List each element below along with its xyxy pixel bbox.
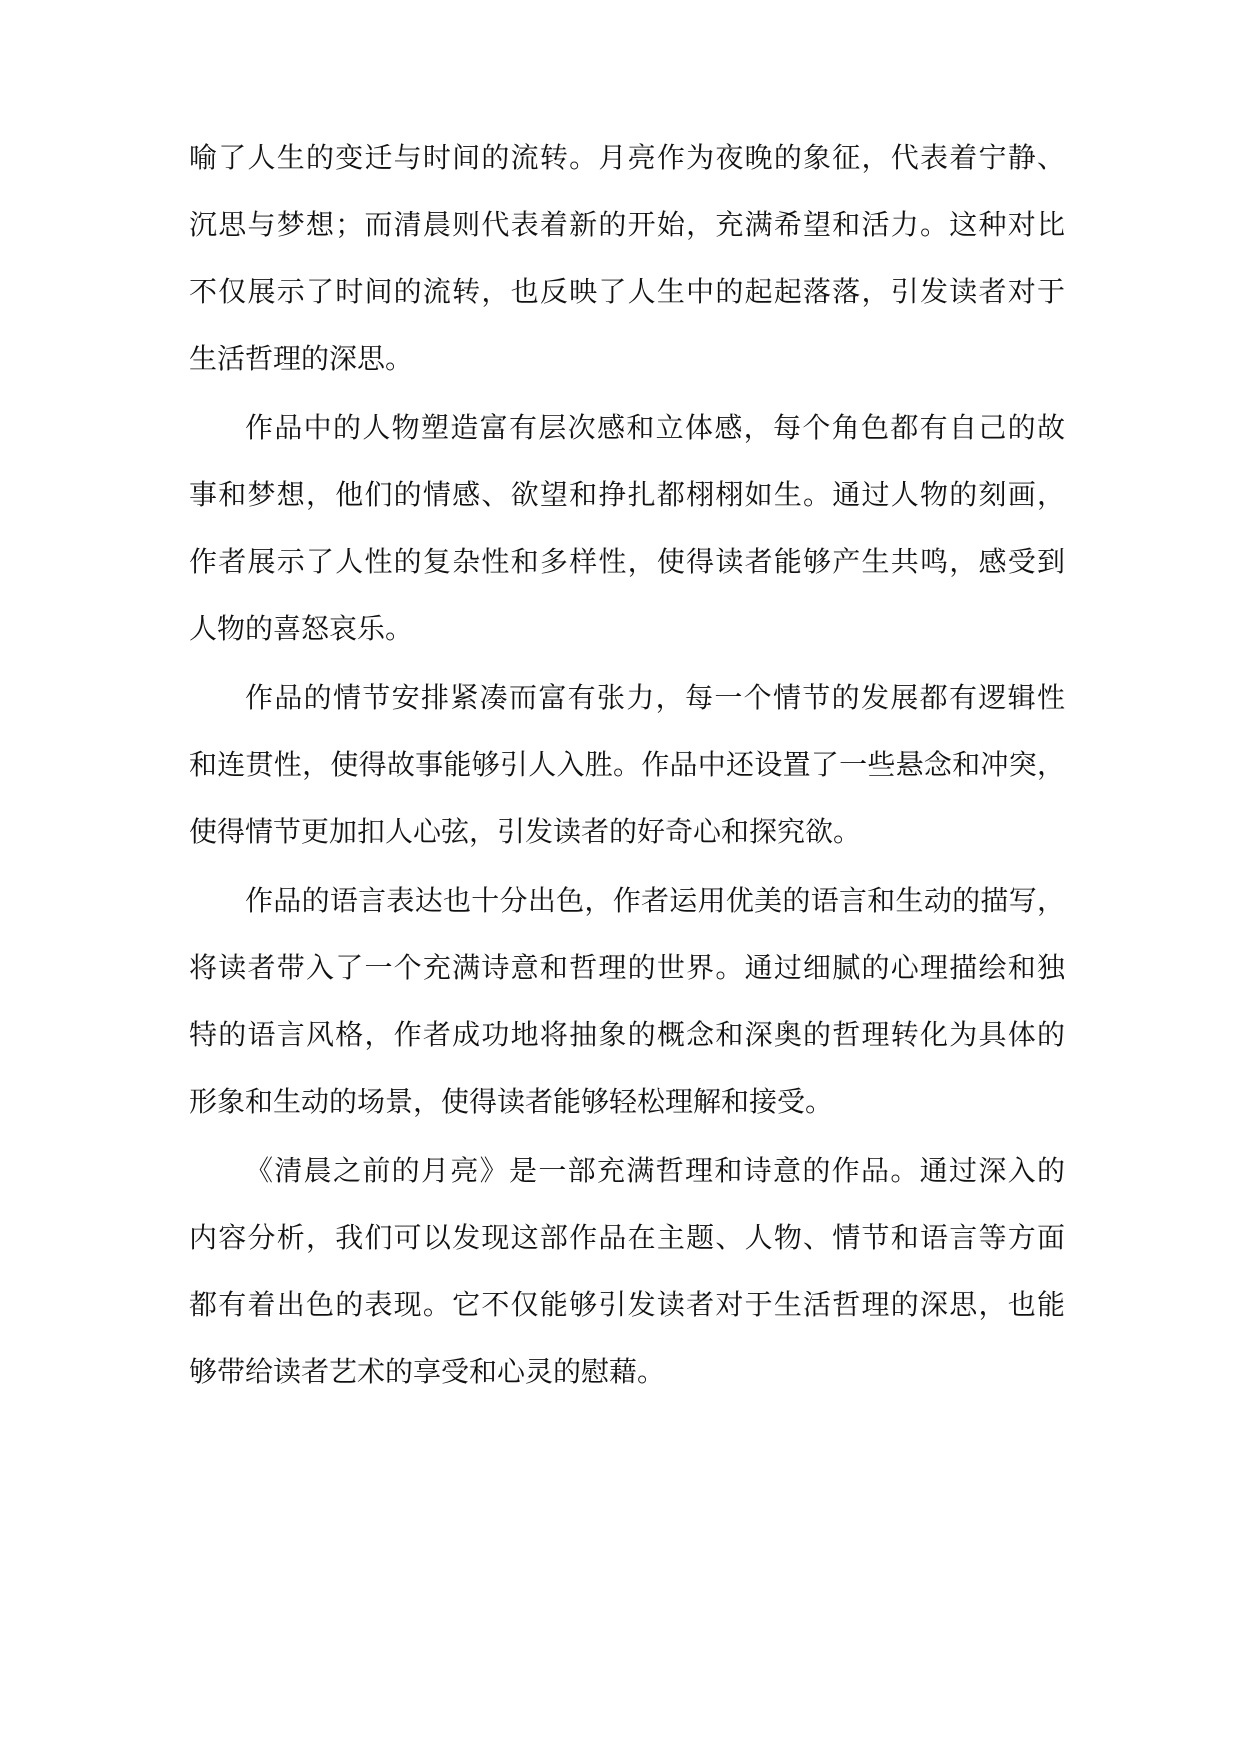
text-line: 特的语言风格，作者成功地将抽象的概念和深奥的哲理转化为具体的 (189, 1018, 1065, 1051)
text-line: 形象和生动的场景，使得读者能够轻松理解和接受。 (189, 1085, 834, 1118)
text-line: 喻了人生的变迁与时间的流转。月亮作为夜晚的象征，代表着宁静、 (189, 141, 1065, 174)
text-line: 作品的情节安排紧凑而富有张力，每一个情节的发展都有逻辑性 (245, 681, 1065, 714)
text-line: 和连贯性，使得故事能够引人入胜。作品中还设置了一些悬念和冲突， (189, 748, 1065, 781)
paragraph (189, 1154, 1065, 1389)
text-line: 都有着出色的表现。它不仅能够引发读者对于生活哲理的深思，也能 (189, 1288, 1065, 1321)
text-line: 作品的语言表达也十分出色，作者运用优美的语言和生动的描写， (245, 884, 1065, 917)
text-line: 不仅展示了时间的流转，也反映了人生中的起起落落，引发读者对于 (189, 275, 1065, 308)
text-line: 事和梦想，他们的情感、欲望和挣扎都栩栩如生。通过人物的刻画， (189, 478, 1065, 511)
text-line: 够带给读者艺术的享受和心灵的慰藉。 (189, 1355, 666, 1388)
text-line: 《清晨之前的月亮》是一部充满哲理和诗意的作品。通过深入的 (245, 1154, 1065, 1187)
text-line: 将读者带入了一个充满诗意和哲理的世界。通过细腻的心理描绘和独 (189, 951, 1065, 984)
text-line: 使得情节更加扣人心弦，引发读者的好奇心和探究欲。 (189, 815, 862, 848)
text-line: 作品中的人物塑造富有层次感和立体感，每个角色都有自己的故 (245, 411, 1065, 444)
paragraph (189, 681, 1065, 849)
document-body (189, 141, 1065, 1389)
text-line: 内容分析，我们可以发现这部作品在主题、人物、情节和语言等方面 (189, 1221, 1065, 1254)
paragraph (189, 141, 1065, 376)
text-line: 生活哲理的深思。 (189, 342, 414, 375)
paragraph (189, 884, 1065, 1119)
text-line: 作者展示了人性的复杂性和多样性，使得读者能够产生共鸣，感受到 (189, 545, 1065, 578)
text-line: 人物的喜怒哀乐。 (189, 612, 414, 645)
paragraph (189, 411, 1065, 646)
text-line: 沉思与梦想；而清晨则代表着新的开始，充满希望和活力。这种对比 (189, 208, 1065, 241)
